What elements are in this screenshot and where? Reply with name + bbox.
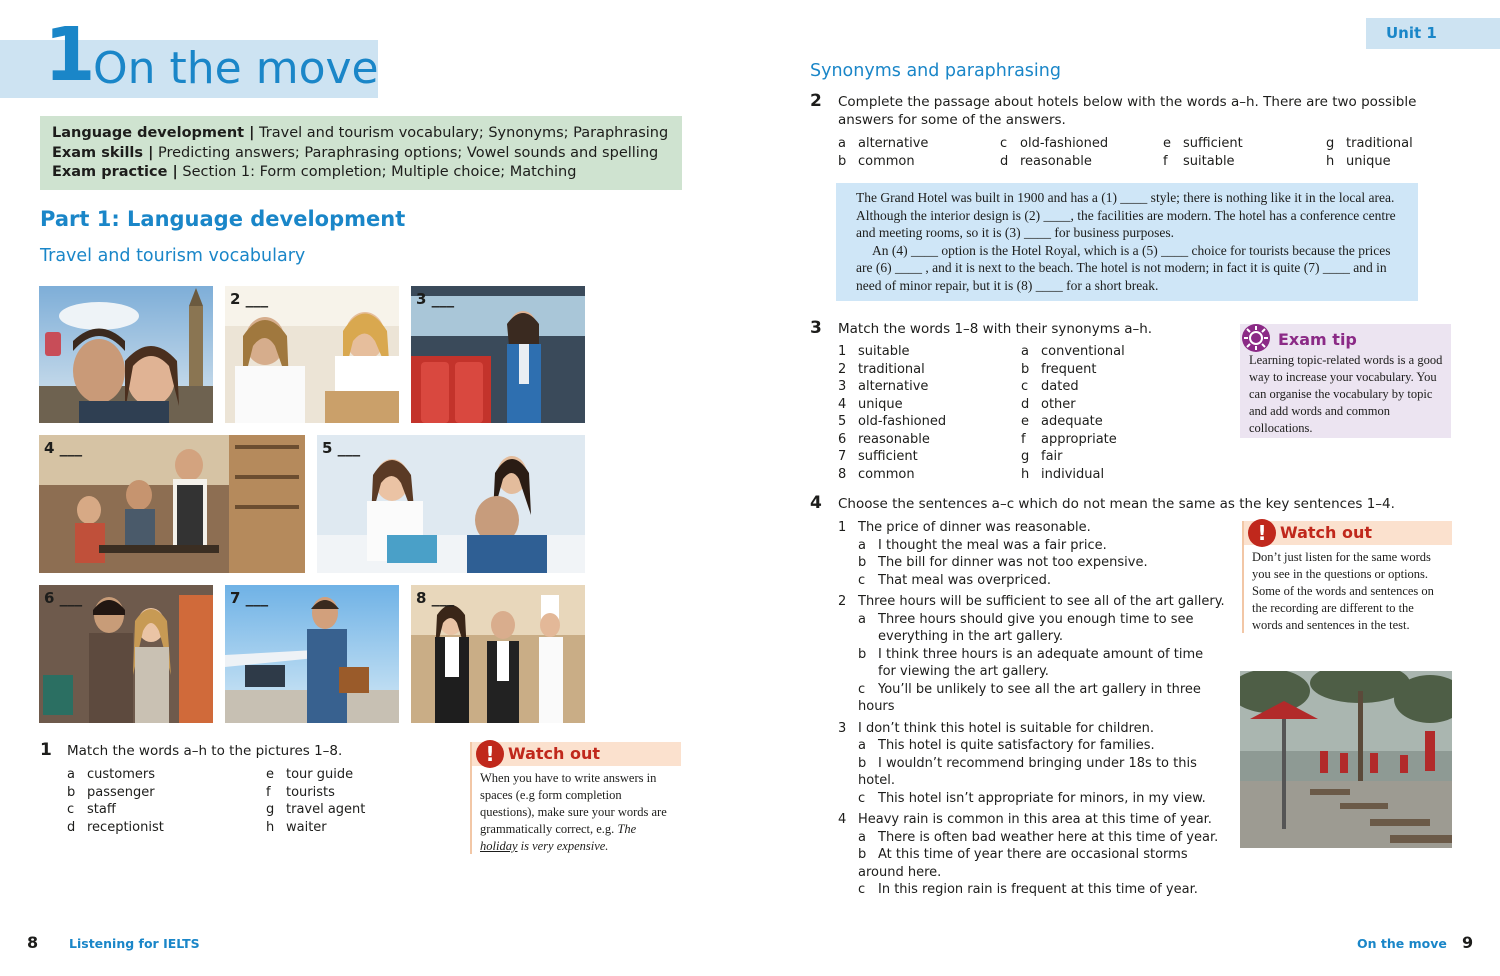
exercise-4-items: 1 The price of dinner was reasonable. a I thought the meal was a fair price. b The bill for dinner was not too expensive. c That meal was overpriced. 2 Three hours will be sufficient to see all of the art gallery. a Three hours should give you enough time to see everything in the art gallery. b I think three hours is an adequate amount of time for viewing the art gallery. c You’ll be unlikely to see all the art gallery in three hours 3 I don’t think this hotel is suitable for children. a This hotel is quite satisfactory for families. b I wouldn’t recommend bringing under 18s to this hotel. c This hotel isn’t appropriate for minors, in my view. 4 Heavy rain is common in this area at this time of year. a There is often bad weather here at this time of year. b At this time of year there are occasional storms around here. c In this region rain is frequent at this time of year. [838,519,1228,899]
exercise-1-instruction: Match the words a–h to the pictures 1–8. [67,743,343,759]
exercise-1-number: 1 [40,740,52,760]
exercise-2-options-col3: e sufficient f suitable [1163,136,1243,169]
picture-label-7: 7 ___ [230,589,269,607]
option: a customers [67,767,155,782]
exam-tip-body: Learning topic-related words is a good way to increase your vocabulary. You can organise the vocabulary by topic and add words and common collocations. [1249,353,1443,435]
exclamation-icon: ! [476,740,504,768]
option: h waiter [266,819,327,835]
unit-tab: Unit 1 [1366,18,1500,49]
key-sentence-2: 2 Three hours will be sufficient to see all of the art gallery. [838,594,1225,609]
picture-label-4: 4 ___ [44,439,83,457]
exercise-2-options-col1: a alternative b common [838,136,929,169]
exam-tip-title: Exam tip [1278,330,1357,349]
picture-label-6: 6 ___ [44,589,83,607]
watch-out-header [1244,521,1452,545]
passage-paragraph-2: An (4) ____ option is the Hotel Royal, which is a (5) ____ choice for tourists because the prices are (6) ____ , and it is next to the beach. The hotel is not modern; in fact it is quite (7) ____ and in need of minor repair, but it is (8) ____ for a short break. [856,242,1391,293]
watch-out-title: Watch out [508,744,600,763]
section-title-synonyms: Synonyms and paraphrasing [810,61,1061,81]
unit-title: On the move [93,43,379,94]
exercise-2-options-col2: c old-fashioned d reasonable [1000,136,1109,169]
exercise-3-words-left: 1 suitable 2 traditional 3 alternative 4 unique 5 old-fashioned 6 reasonable 7 sufficient 8 common [838,344,947,482]
picture-label-3: 3 ___ [416,290,455,308]
watch-out-box-1 [470,742,681,854]
picture-label-2: 2 ___ [230,290,269,308]
exclamation-icon: ! [1248,519,1276,547]
footer-unit-title: On the move [1357,936,1447,951]
option: f tourists [266,784,335,800]
exercise-2-number: 2 [810,91,822,111]
key-sentence-3: 3 I don’t think this hotel is suitable for children. [838,720,1155,736]
exercise-3-instruction: Match the words 1–8 with their synonyms a–h. [838,321,1153,337]
exam-tip-box [1240,324,1451,438]
exercise-2-instruction: Complete the passage about hotels below with the words a–h. There are two possible answers for some of the answers. [838,94,1417,128]
watch-out-box-2 [1242,521,1452,633]
watch-out-body: Don’t just listen for the same words you see in the questions or options. Some of the words and sentences on the recording are different to the words and sentences in the test. [1252,550,1434,632]
passage-paragraph-1: The Grand Hotel was built in 1900 and has a (1) ____ style; there is nothing like it in the local area. Although the interior design is (2) ____, the facilities are modern. The hotel has a conference centre and meeting rooms, so it is (3) ____ for business purposes. [856,190,1396,241]
section-title-vocab: Travel and tourism vocabulary [40,246,306,266]
key-sentence-4: 4 Heavy rain is common in this area at this time of year. [838,812,1212,827]
exercise-3-words-right: a conventional b frequent c dated d other e adequate f appropriate g fair h individual [1021,344,1125,482]
part-title: Part 1: Language development [40,207,406,231]
picture-label-8: 8 ___ [416,589,455,607]
picture-label-5: 5 ___ [322,439,361,457]
option: g travel agent [266,802,366,817]
exercise-2-options-col4: g traditional h unique [1326,136,1413,169]
option: d receptionist [67,819,164,835]
page-number-left: 8 [27,933,39,952]
key-sentence-1: 1 The price of dinner was reasonable. [838,520,1091,535]
footer-book-title: Listening for IELTS [69,936,200,951]
option: e tour guide [266,767,354,782]
overview-row-language: Language development | Travel and tourism vocabulary; Synonyms; Paraphrasing [52,125,669,141]
overview-row-skills: Exam skills | Predicting answers; Paraphrasing options; Vowel sounds and spelling [52,144,659,161]
option: b passenger [67,784,155,800]
hotel-passage [836,183,1418,301]
watch-out-title: Watch out [1280,523,1372,542]
exercise-1-options-col1 [67,766,164,836]
option: c staff [67,802,116,817]
exercise-3-number: 3 [810,318,822,338]
unit-number: 1 [44,12,96,98]
page-number-right: 9 [1462,933,1474,952]
watch-out-header [472,742,681,766]
exercise-1-options-col2 [266,766,365,836]
overview-row-practice: Exam practice | Section 1: Form completion; Multiple choice; Matching [52,164,577,180]
lightbulb-icon [1242,324,1270,352]
picture-1-selfie-tourists [39,286,213,423]
exercise-4-instruction: Choose the sentences a–c which do not mean the same as the key sentences 1–4. [838,496,1395,512]
picture-rainy-beach-resort [1240,671,1452,848]
unit-overview-box [40,116,682,190]
exercise-4-number: 4 [810,493,822,513]
watch-out-body: When you have to write answers in spaces (e.g form completion questions), make sure your words are grammatically correct, e.g. The holiday is very expensive. [480,771,667,853]
